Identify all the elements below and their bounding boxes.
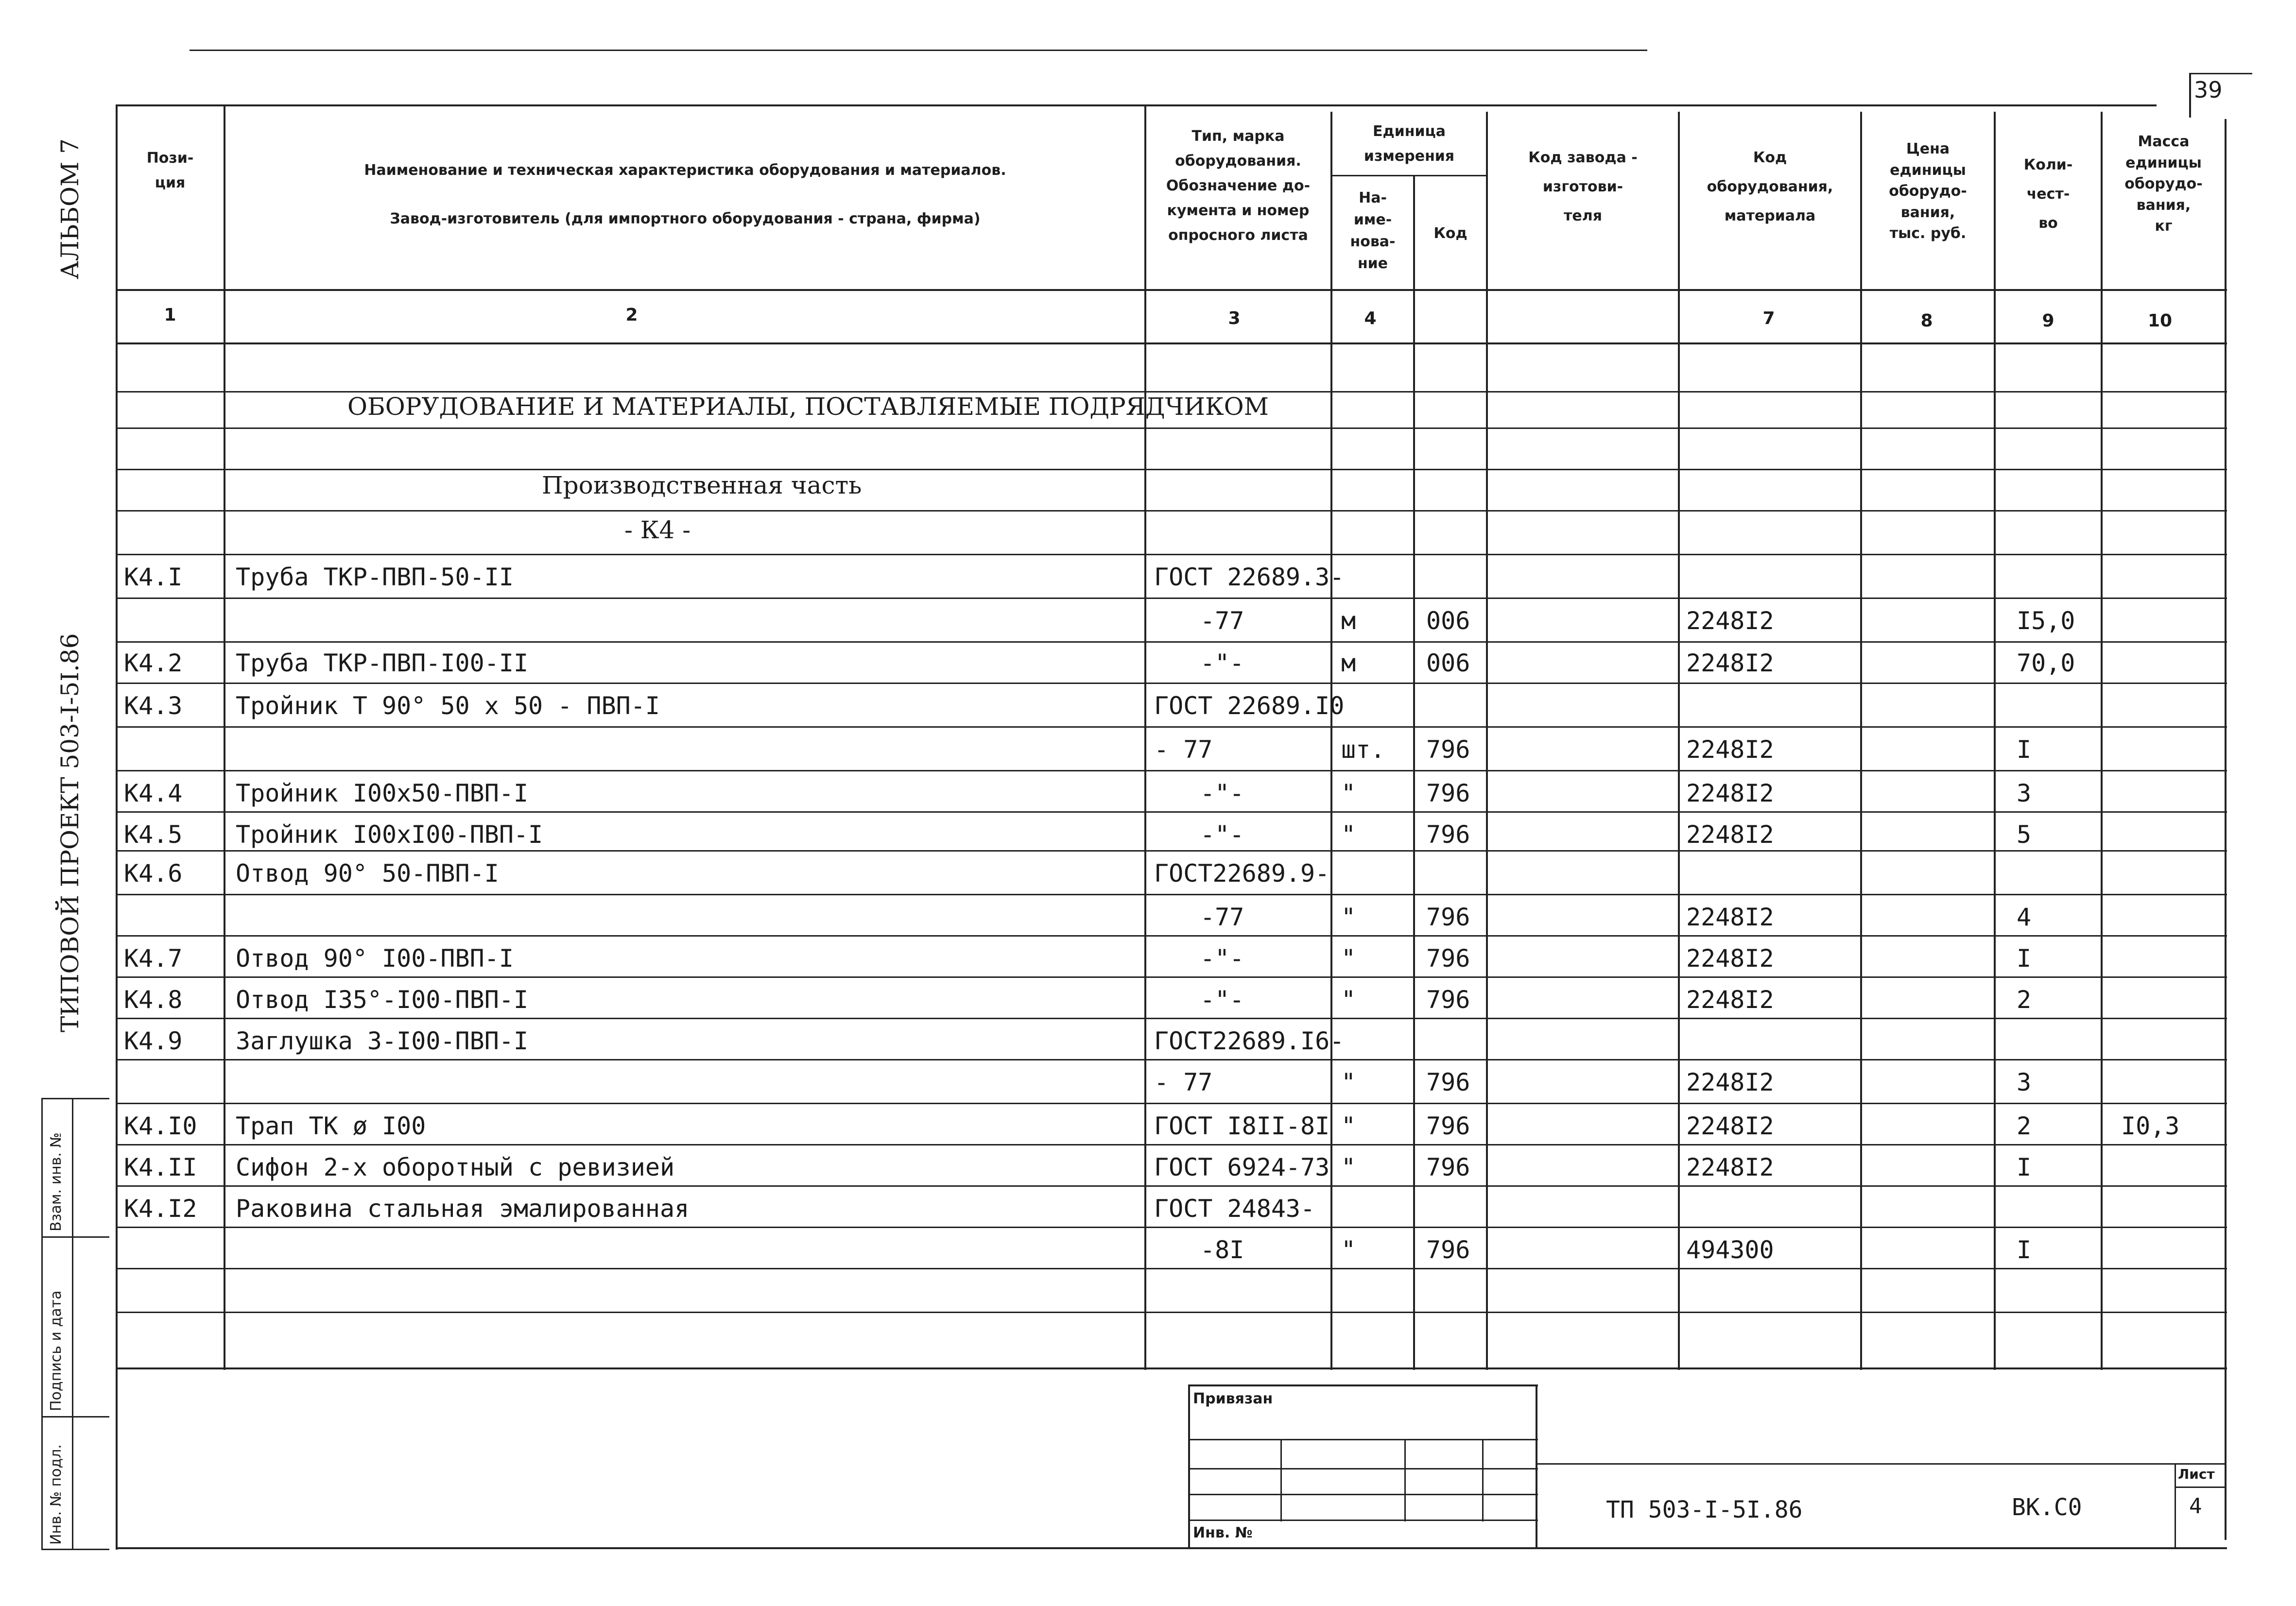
cell-qty: I: [2017, 1236, 2032, 1264]
cell-qty: I5,0: [2017, 607, 2075, 635]
cell-pos: К4.5: [124, 820, 183, 849]
sheet-number: 4: [2189, 1494, 2202, 1519]
row-divider: [116, 641, 2227, 643]
cell-code: 796: [1426, 1112, 1470, 1140]
colnum-9: 9: [2042, 311, 2054, 331]
cell-name: Отвод 90° I00-ПВП-I: [236, 944, 514, 973]
header-quantity: Коли- чест- во: [2023, 156, 2073, 232]
cell-unit: ": [1341, 1112, 1356, 1140]
cell-code: 796: [1426, 820, 1470, 849]
row-divider: [116, 683, 2227, 684]
inv-label: Инв. №: [1193, 1524, 1253, 1541]
row-divider: [116, 770, 2227, 771]
cell-qty: 3: [2017, 1068, 2032, 1096]
cell-doc: -77: [1200, 903, 1244, 931]
cell-name: Сифон 2-х оборотный с ревизией: [236, 1153, 675, 1181]
cell-mat: 494300: [1686, 1236, 1774, 1264]
cell-pos: К4.II: [124, 1153, 197, 1181]
cell-mat: 2248I2: [1686, 779, 1774, 807]
cell-doc: ГОСТ 6924-73: [1154, 1153, 1330, 1181]
colnum-7: 7: [1762, 308, 1775, 328]
album-label: АЛЬБОМ 7: [56, 138, 84, 279]
row-divider: [116, 1144, 2227, 1145]
cell-doc: -"-: [1200, 944, 1244, 973]
cell-mat: 2248I2: [1686, 1153, 1774, 1181]
cell-doc: ГОСТ 24843-: [1154, 1195, 1315, 1223]
cell-code: 006: [1426, 607, 1470, 635]
cell-pos: К4.8: [124, 986, 183, 1014]
cell-mat: 2248I2: [1686, 607, 1774, 635]
cell-code: 796: [1426, 1068, 1470, 1096]
header-price: Цена единицы оборудо- вания, тыс. руб.: [1889, 140, 1967, 242]
row-divider: [116, 510, 2227, 512]
header-unit-group: Единица измерения: [1364, 123, 1455, 165]
cell-unit: ": [1341, 1153, 1356, 1181]
cell-doc: ГОСТ22689.I6-: [1154, 1027, 1345, 1055]
cell-doc: - 77: [1154, 1068, 1213, 1096]
header-material-code: Код оборудования, материала: [1707, 149, 1833, 224]
cell-mat: 2248I2: [1686, 735, 1774, 764]
cell-code: 796: [1426, 903, 1470, 931]
cell-name: Тройник I00xI00-ПВП-I: [236, 820, 543, 849]
cell-pos: К4.3: [124, 692, 183, 720]
row-divider: [116, 811, 2227, 813]
cell-unit: шт.: [1341, 735, 1385, 764]
cell-qty: 4: [2017, 903, 2032, 931]
row-divider: [116, 1103, 2227, 1104]
row-divider: [116, 1018, 2227, 1019]
cell-qty: 2: [2017, 1112, 2032, 1140]
header-unit-code: Код: [1433, 225, 1467, 242]
row-divider: [116, 1312, 2227, 1313]
cell-pos: К4.I: [124, 563, 183, 591]
cell-pos: К4.I0: [124, 1112, 197, 1140]
cell-code: 796: [1426, 1236, 1470, 1264]
cell-doc: ГОСТ I8II-8I: [1154, 1112, 1330, 1140]
cell-qty: 3: [2017, 779, 2032, 807]
cell-unit: ": [1341, 944, 1356, 973]
stamp-podpis: Подпись и дата: [48, 1290, 65, 1411]
row-divider: [116, 554, 2227, 555]
cell-pos: К4.9: [124, 1027, 183, 1055]
header-type-doc: Тип, марка оборудования. Обозначение до- кумента и номер опросного листа: [1166, 128, 1311, 244]
cell-doc: -8I: [1200, 1236, 1244, 1264]
cell-unit: ": [1341, 779, 1356, 807]
row-divider: [116, 850, 2227, 852]
colnum-1: 1: [164, 305, 176, 325]
cell-mat: 2248I2: [1686, 820, 1774, 849]
stamp-vzam: Взам. инв. №: [48, 1132, 65, 1231]
row-divider: [116, 894, 2227, 895]
cell-name: Трап ТК ø I00: [236, 1112, 426, 1140]
cell-unit: м: [1341, 649, 1356, 677]
colnum-8: 8: [1920, 311, 1933, 331]
cell-code: 796: [1426, 779, 1470, 807]
header-name-line2: Завод-изготовитель (для импортного оборудования - страна, фирма): [390, 210, 981, 227]
cell-name: Отвод 90° 50-ПВП-I: [236, 859, 499, 888]
cell-doc: -"-: [1200, 986, 1244, 1014]
cell-qty: 70,0: [2017, 649, 2075, 677]
row-divider: [116, 469, 2227, 470]
cell-mat: 2248I2: [1686, 1112, 1774, 1140]
cell-doc: ГОСТ 22689.I0: [1154, 692, 1345, 720]
cell-pos: К4.6: [124, 859, 183, 888]
page-number: 39: [2194, 77, 2223, 103]
colnum-10: 10: [2147, 311, 2173, 331]
row-divider: [116, 598, 2227, 599]
colnum-3: 3: [1228, 308, 1241, 328]
cell-name: Тройник Т 90° 50 x 50 - ПВП-I: [236, 692, 660, 720]
cell-pos: К4.2: [124, 649, 183, 677]
cell-code: 796: [1426, 735, 1470, 764]
cell-doc: -"-: [1200, 779, 1244, 807]
header-position: Пози- ция: [146, 150, 194, 191]
cell-doc: -"-: [1200, 820, 1244, 849]
cell-unit: ": [1341, 986, 1356, 1014]
cell-code: 796: [1426, 1153, 1470, 1181]
cell-name: Труба ТКР-ПВП-I00-II: [236, 649, 529, 677]
cell-name: Тройник I00x50-ПВП-I: [236, 779, 529, 807]
cell-name: Отвод I35°-I00-ПВП-I: [236, 986, 529, 1014]
cell-pos: К4.I2: [124, 1195, 197, 1223]
header-factory-code: Код завода - изготови- теля: [1528, 149, 1638, 224]
row-divider: [116, 1185, 2227, 1187]
colnum-4: 4: [1364, 308, 1377, 328]
cell-mat: 2248I2: [1686, 649, 1774, 677]
section-title: ОБОРУДОВАНИЕ И МАТЕРИАЛЫ, ПОСТАВЛЯЕМЫЕ ПОДРЯДЧИКОМ: [347, 393, 1269, 421]
cell-qty: 2: [2017, 986, 2032, 1014]
cell-qty: I: [2017, 735, 2032, 764]
cell-code: 796: [1426, 944, 1470, 973]
header-name-line1: Наименование и техническая характеристика оборудования и материалов.: [364, 162, 1006, 179]
cell-doc: ГОСТ22689.9-: [1154, 859, 1330, 888]
row-divider: [116, 935, 2227, 937]
privyazan-label: Привязан: [1193, 1390, 1273, 1407]
cell-mat: 2248I2: [1686, 944, 1774, 973]
cell-qty: 5: [2017, 820, 2032, 849]
cell-code: 006: [1426, 649, 1470, 677]
document-code: ТП 503-I-5I.86: [1606, 1496, 1803, 1523]
row-divider: [116, 427, 2227, 429]
row-divider: [116, 976, 2227, 978]
row-divider: [116, 1059, 2227, 1060]
cell-mass: I0,3: [2121, 1112, 2180, 1140]
cell-pos: К4.4: [124, 779, 183, 807]
cell-name: Труба ТКР-ПВП-50-II: [236, 563, 514, 591]
cell-qty: I: [2017, 1153, 2032, 1181]
colnum-2: 2: [625, 305, 638, 325]
header-mass: Масса единицы оборудо- вания, кг: [2124, 133, 2203, 235]
row-divider: [116, 1227, 2227, 1228]
cell-unit: ": [1341, 1236, 1356, 1264]
row-divider: [116, 1268, 2227, 1269]
project-label: ТИПОВОЙ ПРОЕКТ 503-I-5I.86: [56, 633, 84, 1032]
cell-unit: ": [1341, 1068, 1356, 1096]
row-divider: [116, 726, 2227, 728]
header-unit-name: На- име- нова- ние: [1350, 189, 1396, 272]
top-border-line: [190, 50, 1647, 51]
cell-doc: ГОСТ 22689.3-: [1154, 563, 1345, 591]
sheet-label: Лист: [2178, 1466, 2215, 1482]
group-title: - К4 -: [624, 516, 691, 544]
cell-mat: 2248I2: [1686, 986, 1774, 1014]
cell-doc: -"-: [1200, 649, 1244, 677]
cell-code: 796: [1426, 986, 1470, 1014]
cell-qty: I: [2017, 944, 2032, 973]
cell-unit: м: [1341, 607, 1356, 635]
document-mark: ВК.С0: [2012, 1494, 2082, 1521]
subsection-title: Производственная часть: [542, 471, 862, 499]
cell-mat: 2248I2: [1686, 1068, 1774, 1096]
cell-unit: ": [1341, 820, 1356, 849]
cell-unit: ": [1341, 903, 1356, 931]
stamp-inv: Инв. № подл.: [48, 1444, 65, 1545]
cell-doc: -77: [1200, 607, 1244, 635]
cell-pos: К4.7: [124, 944, 183, 973]
cell-doc: - 77: [1154, 735, 1213, 764]
cell-mat: 2248I2: [1686, 903, 1774, 931]
cell-name: Раковина стальная эмалированная: [236, 1195, 690, 1223]
cell-name: Заглушка З-I00-ПВП-I: [236, 1027, 529, 1055]
